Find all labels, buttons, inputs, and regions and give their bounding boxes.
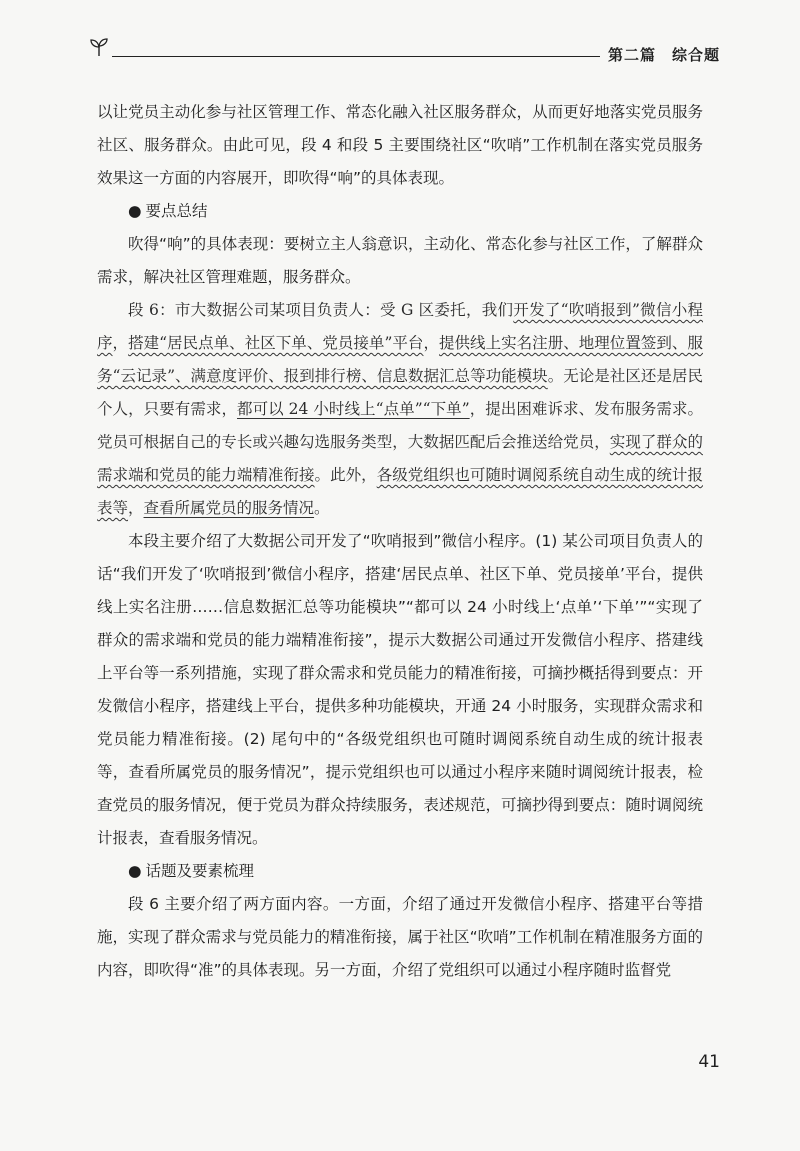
paragraph-continued: 以让党员主动化参与社区管理工作、常态化融入社区服务群众，从而更好地落实党员服务社区、服务群众。由此可见，段 4 和段 5 主要围绕社区“吹哨”工作机制在落实党员服务效果这一方面的内容展开，即吹得“响”的具体表现。 xyxy=(97,103,703,187)
header-rule xyxy=(112,56,600,57)
bullet-icon: ● xyxy=(128,862,142,880)
underlined-phrase: 查看所属党员的服务情况 xyxy=(143,499,315,517)
heading-key-points: ● 要点总结 xyxy=(128,202,208,220)
bullet-icon: ● xyxy=(128,202,142,220)
paragraph-analysis: 本段主要介绍了大数据公司开发了“吹哨报到”微信小程序。(1) 某公司项目负责人的话“我们开发了‘吹哨报到’微信小程序，搭建‘居民点单、社区下单、党员接单’平台，提供线上实名注册……信息数据汇总等功能模块”“都可以 24 小时线上‘点单’‘下单’”“实现了群众的需求端和党员的能力端精准衔接”，提示大数据公司通过开发微信小程序、搭建线上平台等一系列措施，实现了群众需求和党员能力的精准衔接，可摘抄概括得到要点：开发微信小程序，搭建线上平台，提供多种功能模块，开通 24 小时服务，实现群众需求和党员能力精准衔接。(2) 尾句中的“各级党组织也可随时调阅系统自动生成的统计报表等，查看所属党员的服务情况”，提示党组织也可以通过小程序来随时调阅统计报表，检查党员的服务情况，便于党员为群众持续服务，表述规范，可摘抄得到要点：随时调阅统计报表，查看服务情况。 xyxy=(97,532,703,847)
sprout-icon xyxy=(88,36,110,58)
page-body xyxy=(97,96,703,987)
running-header xyxy=(88,34,721,64)
underlined-phrase: 搭建“居民点单、社区下单、党员接单”平台 xyxy=(128,334,424,352)
underlined-phrase: 开发了“吹哨报到”微信小程序 xyxy=(97,301,703,352)
underlined-phrase: 各级党组织也可随时调阅系统自动生成的统计报表等 xyxy=(97,466,703,517)
heading-topics: ● 话题及要素梳理 xyxy=(128,862,255,880)
underlined-phrase: 都可以 24 小时线上“点单”“下单” xyxy=(237,400,470,418)
paragraph-key-points: 吹得“响”的具体表现：要树立主人翁意识，主动化、常态化参与社区工作，了解群众需求，解决社区管理难题，服务群众。 xyxy=(97,235,703,286)
section-title: 第二篇 综合题 xyxy=(608,46,721,64)
underlined-phrase: 实现了群众的需求端和党员的能力端精准衔接 xyxy=(97,433,703,484)
underlined-phrase: 提供线上实名注册、地理位置签到、服务“云记录”、满意度评价、报到排行榜、信息数据汇总等功能模块 xyxy=(97,334,703,385)
page-number: 41 xyxy=(698,1052,720,1072)
paragraph-topics: 段 6 主要介绍了两方面内容。一方面，介绍了通过开发微信小程序、搭建平台等措施，实现了群众需求与党员能力的精准衔接，属于社区“吹哨”工作机制在精准服务方面的内容，即吹得“准”的具体表现。另一方面，介绍了党组织可以通过小程序随时监督党 xyxy=(97,895,703,979)
source-paragraph-6: 段 6：市大数据公司某项目负责人：受 G 区委托，我们开发了“吹哨报到”微信小程序，搭建“居民点单、社区下单、党员接单”平台，提供线上实名注册、地理位置签到、服务“云记录”、满意度评价、报到排行榜、信息数据汇总等功能模块。无论是社区还是居民个人，只要有需求，都可以 24 小时线上“点单”“下单”，提出困难诉求、发布服务需求。党员可根据自己的专长或兴趣勾选服务类型，大数据匹配后会推送给党员，实现了群众的需求端和党员的能力端精准衔接。此外，各级党组织也可随时调阅系统自动生成的统计报表等，查看所属党员的服务情况。 xyxy=(97,301,703,517)
